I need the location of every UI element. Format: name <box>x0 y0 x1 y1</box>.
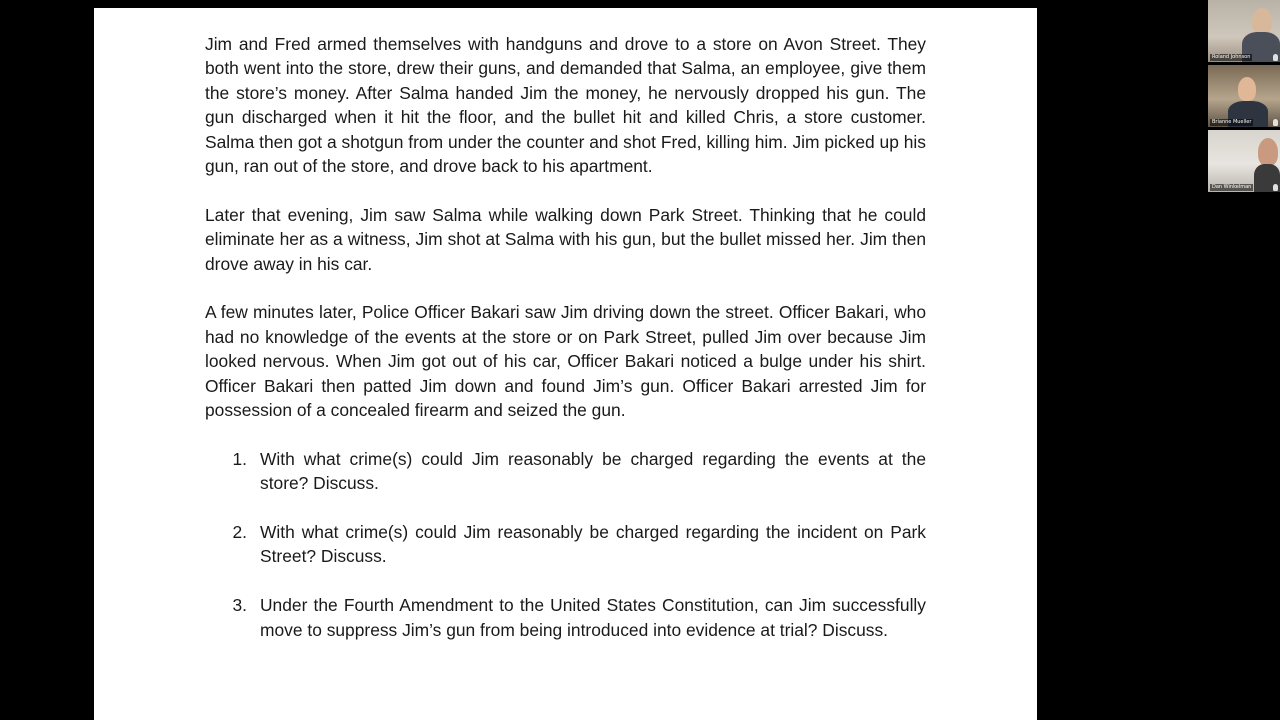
microphone-icon <box>1273 184 1278 191</box>
document-body <box>205 32 926 666</box>
microphone-icon <box>1273 54 1278 61</box>
fact-paragraph-traffic-stop: A few minutes later, Police Officer Bakari saw Jim driving down the street. Officer Bakari, who had no knowledge of the events at the store or on Park Street, pulled Jim over because Jim looked nervous. When Jim got out of his car, Officer Bakari noticed a bulge under his shirt. Officer Bakari then patted Jim down and found Jim’s gun. Officer Bakari arrested Jim for possession of a concealed firearm and seized the gun. <box>205 302 926 421</box>
microphone-icon <box>1273 119 1278 126</box>
question-text: With what crime(s) could Jim reasonably be charged regarding the events at the store? Discuss. <box>260 448 926 494</box>
participant-face <box>1252 8 1272 34</box>
question-text: With what crime(s) could Jim reasonably be charged regarding the incident on Park Street? Discuss. <box>260 522 926 567</box>
question-number: 3. <box>232 595 247 616</box>
question-item <box>205 593 926 642</box>
question-number: 1. <box>232 448 247 469</box>
question-item <box>205 520 926 569</box>
participant-video-tile[interactable] <box>1208 130 1280 192</box>
question-text: Under the Fourth Amendment to the United States Constitution, can Jim successfully move to suppress Jim’s gun from being introduced into evidence at trial? Discuss. <box>260 595 926 640</box>
participant-face <box>1258 138 1278 166</box>
question-item <box>205 447 926 496</box>
shared-document-page <box>94 8 1037 720</box>
fact-paragraph-store: Jim and Fred armed themselves with handguns and drove to a store on Avon Street. They both went into the store, drew their guns, and demanded that Salma, an employee, give them the store’s money. After Salma handed Jim the money, he nervously dropped his gun. The gun discharged when it hit the floor, and the bullet hit and killed Chris, a store customer. Salma then got a shotgun from under the counter and shot Fred, killing him. Jim picked up his gun, ran out of the store, and drove back to his apartment. <box>205 34 926 177</box>
participant-video-tile[interactable] <box>1208 65 1280 127</box>
participant-name: Dan Winkelman <box>1212 184 1252 190</box>
participant-name: Roland Johnson <box>1212 54 1251 60</box>
question-list <box>205 447 926 642</box>
participant-face <box>1238 77 1256 101</box>
participant-name: Brianne Mueller <box>1212 119 1252 125</box>
participant-video-strip[interactable] <box>1208 0 1280 193</box>
fact-paragraph-park-street: Later that evening, Jim saw Salma while walking down Park Street. Thinking that he could eliminate her as a witness, Jim shot at Salma with his gun, but the bullet missed her. Jim then drove away in his car. <box>205 204 926 274</box>
question-number: 2. <box>232 522 247 543</box>
participant-video-tile[interactable] <box>1208 0 1280 62</box>
